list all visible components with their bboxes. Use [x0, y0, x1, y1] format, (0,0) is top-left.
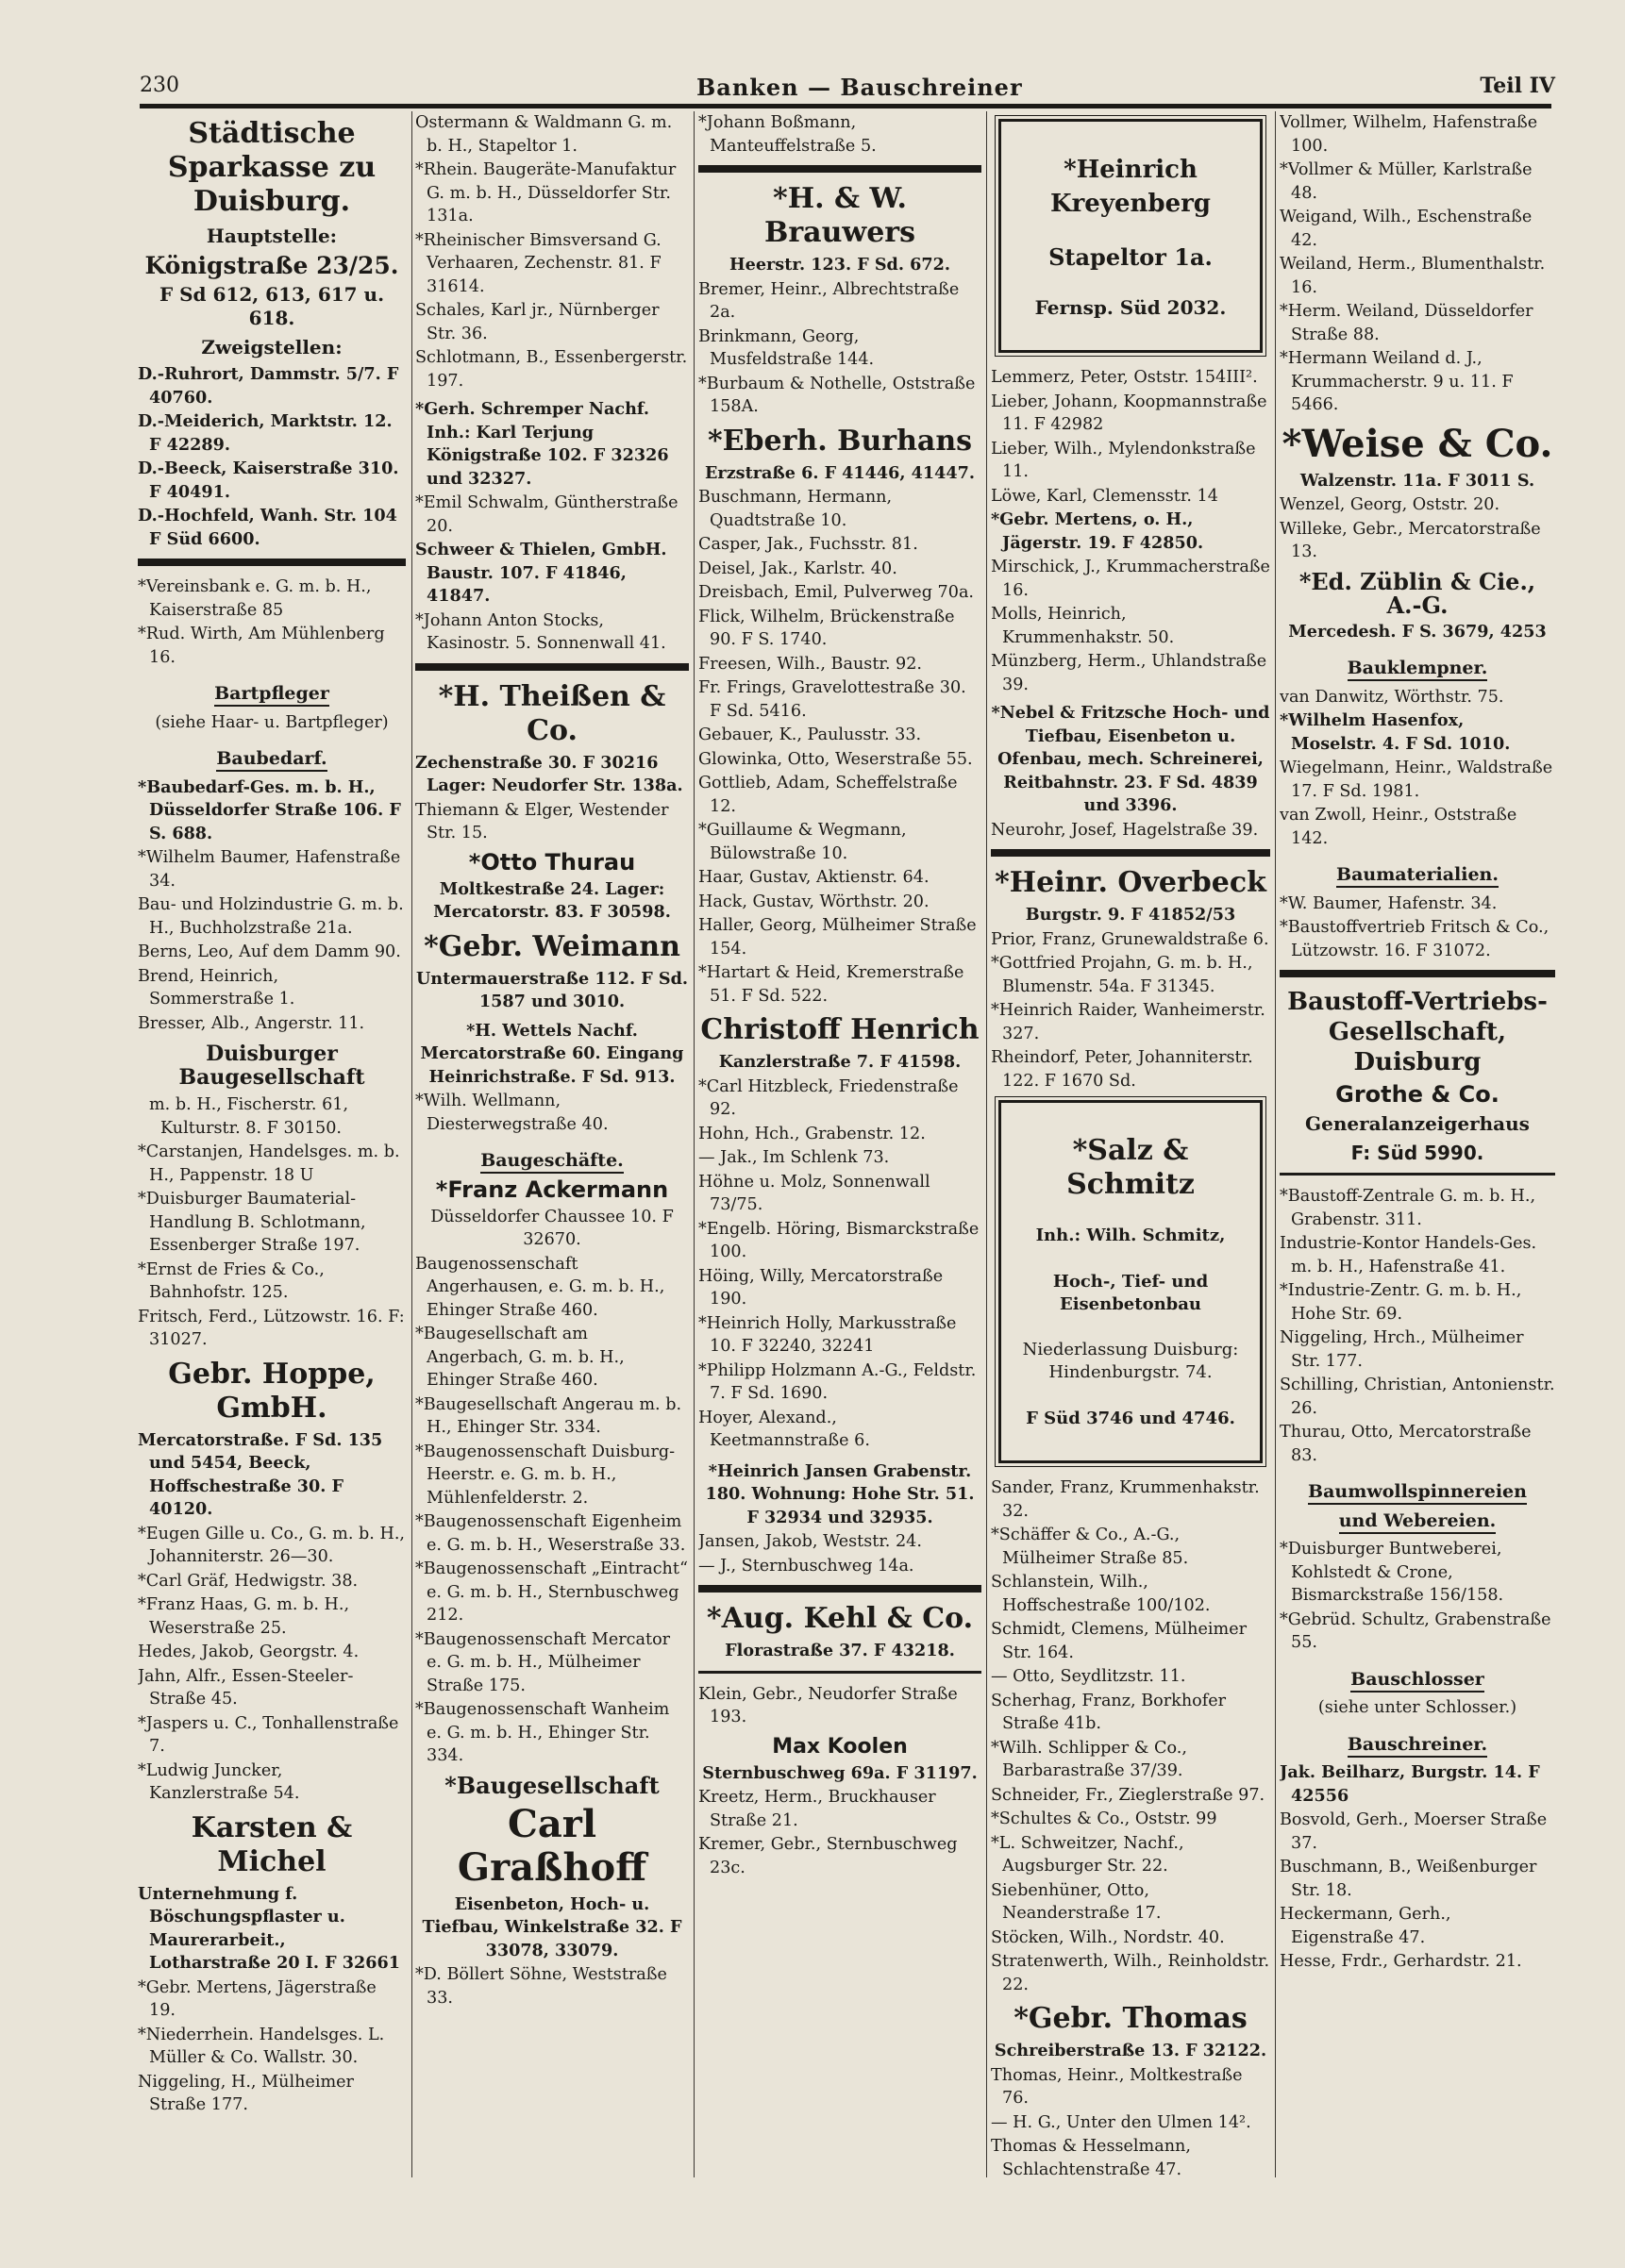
- list-item: *Hartart & Heid, Kremerstraße 51. F Sd. 522.: [698, 963, 964, 1006]
- advertiser-address: Niederlassung Duisburg: Hindenburgstr. 74.: [1022, 1340, 1239, 1382]
- list-item: Niggeling, H., Mülheimer Straße 177.: [138, 2072, 354, 2114]
- list-item: *Gebr. Mertens, o. H., Jägerstr. 19. F 42850.: [991, 509, 1204, 553]
- list-item: *Philipp Holzmann A.-G., Feldstr. 7. F Sd. 1690.: [698, 1360, 977, 1403]
- list-item: *Heinrich Holly, Markusstraße 10. F 32240, 32241: [698, 1313, 957, 1356]
- section-heading: und Webereien.: [1280, 1509, 1555, 1533]
- advertiser-name: Karsten & Michel: [191, 1810, 353, 1878]
- list-item: *Burbaum & Nothelle, Oststraße 158A.: [698, 374, 976, 416]
- section-heading: Bauklempner.: [1280, 657, 1555, 680]
- list-item: *Baustoff-Zentrale G. m. b. H., Grabenstr. 311.: [1280, 1187, 1536, 1229]
- list-item: Zechenstraße 30. F 30216 Lager: Neudorfer Str. 138a.: [415, 752, 683, 795]
- list-item: *Gebr. Mertens, Jägerstraße 19.: [138, 1977, 377, 2020]
- list-item: Lieber, Johann, Koopmannstraße 11. F 42982: [991, 392, 1267, 434]
- column-divider: [411, 111, 412, 2177]
- list-item: *Emil Schwalm, Güntherstraße 20.: [415, 493, 678, 536]
- list-item: van Danwitz, Wörthstr. 75.: [1280, 687, 1504, 707]
- list-item: Weiland, Herm., Blumenthalstr. 16.: [1280, 255, 1546, 297]
- sparkasse-name: Städtische Sparkasse zu Duisburg.: [167, 117, 377, 218]
- sparkasse-main-address: Königstraße 23/25.: [144, 252, 399, 279]
- list-item: Berns, Leo, Auf dem Damm 90.: [138, 942, 401, 961]
- list-item: *Wilh. Wellmann, Diesterwegstraße 40.: [415, 1092, 609, 1134]
- sparkasse-main-phone: F Sd 612, 613, 617 u. 618.: [159, 283, 385, 329]
- ad-separator: [138, 559, 406, 566]
- list-item: Stratenwerth, Wilh., Reinholdstr. 22.: [991, 1952, 1270, 1994]
- ad-separator: [698, 1671, 981, 1674]
- list-item: Mercatorstraße. F Sd. 135 und 5454, Beeck, Hoffschestraße 30. F 40120.: [138, 1429, 383, 1519]
- advertiser-phone: Fernsp. Süd 2032.: [1034, 295, 1227, 319]
- list-item: Rheindorf, Peter, Johanniterstr. 122. F 1670 Sd.: [991, 1048, 1253, 1091]
- list-item: Brend, Heinrich, Sommerstraße 1.: [138, 966, 295, 1009]
- list-item: Haar, Gustav, Aktienstr. 64.: [698, 868, 930, 887]
- list-item: Bresser, Alb., Angerstr. 11.: [138, 1013, 365, 1033]
- list-item: *Rheinischer Bimsversand G. Verhaaren, Zechenstr. 81. F 31614.: [415, 230, 662, 296]
- list-item: Bosvold, Gerh., Moerser Straße 37.: [1280, 1810, 1548, 1853]
- part-label: Teil IV: [1480, 74, 1555, 98]
- list-item: *Hermann Weiland d. J., Krummacherstr. 9 u. 11. F 5466.: [1280, 349, 1514, 414]
- section-heading: Baugeschäfte.: [415, 1149, 689, 1173]
- list-item: Höing, Willy, Mercatorstraße 190.: [698, 1266, 944, 1309]
- sparkasse-branch: D.-Beeck, Kaiserstraße 310. F 40491.: [138, 459, 399, 502]
- list-item: Klein, Gebr., Neudorfer Straße 193.: [698, 1684, 958, 1726]
- column-divider: [1275, 111, 1276, 2177]
- list-item: Sander, Franz, Krummenhakstr. 32.: [991, 1478, 1260, 1521]
- list-item: Schreiberstraße 13. F 32122.: [994, 2041, 1267, 2060]
- list-item: *Duisburger Buntweberei, Kohlstedt & Crone, Bismarckstraße 156/158.: [1280, 1540, 1504, 1605]
- ad-separator: [1280, 970, 1555, 977]
- list-item: *W. Baumer, Hafenstr. 34.: [1280, 893, 1498, 913]
- list-item: Thiemann & Elger, Westender Str. 15.: [415, 800, 669, 842]
- list-item: *Herm. Weiland, Düsseldorfer Straße 88.: [1280, 302, 1533, 344]
- advertiser-name: *Franz Ackermann: [435, 1176, 669, 1203]
- list-item: Florastraße 37. F 43218.: [725, 1641, 955, 1660]
- list-item: m. b. H., Fischerstr. 61, Kulturstr. 8. F 30150.: [149, 1095, 349, 1138]
- list-item: Industrie-Kontor Handels-Ges. m. b. H., Hafenstraße 41.: [1280, 1234, 1537, 1276]
- list-item: Thomas, Heinr., Moltkestraße 76.: [991, 2065, 1243, 2108]
- list-item: *Guillaume & Wegmann, Bülowstraße 10.: [698, 821, 907, 863]
- list-item: Schweer & Thielen, GmbH. Baustr. 107. F 41846, 41847.: [415, 540, 667, 606]
- list-item: — Otto, Seydlitzstr. 11.: [991, 1667, 1186, 1686]
- list-item: *Rud. Wirth, Am Mühlenberg 16.: [138, 625, 385, 667]
- list-item: Mirschick, J., Krummacherstraße 16.: [991, 558, 1270, 600]
- advertiser-name: *Gebr. Weimann: [424, 929, 680, 963]
- cross-reference: (siehe unter Schlosser.): [1317, 1698, 1517, 1717]
- list-item: *Baubedarf-Ges. m. b. H., Düsseldorfer Straße 106. F S. 688.: [138, 776, 401, 843]
- ad-separator: [698, 165, 981, 173]
- list-item: Höhne u. Molz, Sonnenwall 73/75.: [698, 1172, 930, 1214]
- advertiser-name: Baustoff-Vertriebs-Gesellschaft, Duisburg: [1287, 988, 1548, 1076]
- list-item: Jansen, Jakob, Weststr. 24.: [698, 1532, 922, 1551]
- column-1: [138, 111, 406, 2177]
- list-item: Vollmer, Wilhelm, Hafenstraße 100.: [1280, 113, 1538, 156]
- list-item: Glowinka, Otto, Weserstraße 55.: [698, 749, 973, 769]
- list-item: Niggeling, Hrch., Mülheimer Str. 177.: [1280, 1328, 1524, 1371]
- list-item: Wenzel, Georg, Oststr. 20.: [1280, 495, 1500, 514]
- list-item: *Vollmer & Müller, Karlstraße 48.: [1280, 160, 1533, 203]
- list-item: *Baugenossenschaft Wanheim e. G. m. b. H., Ehinger Str. 334.: [415, 1700, 670, 1765]
- list-item: *Wilhelm Baumer, Hafenstraße 34.: [138, 848, 401, 891]
- list-item: Kremer, Gebr., Sternbuschweg 23c.: [698, 1835, 958, 1877]
- list-item: Ostermann & Waldmann G. m. b. H., Stapeltor 1.: [415, 113, 673, 156]
- advertiser-name: Carl Graßhoff: [457, 1801, 647, 1890]
- salz-schmitz-ad-box: [998, 1100, 1263, 1463]
- advertiser-name: Duisburger Baugesellschaft: [178, 1042, 365, 1090]
- ad-separator: [991, 849, 1270, 857]
- section-heading: Bauschreiner.: [1280, 1733, 1555, 1757]
- list-item: Heerstr. 123. F Sd. 672.: [729, 255, 950, 275]
- advertiser-name: *Weise & Co.: [1282, 421, 1553, 466]
- advertiser-name: *Heinrich Kreyenberg: [1050, 155, 1211, 218]
- section-heading: Baubedarf.: [138, 747, 406, 771]
- list-item: Haller, Georg, Mülheimer Straße 154.: [698, 916, 977, 959]
- header-rule: [140, 104, 1551, 108]
- advertiser-name: Christoff Henrich: [700, 1013, 980, 1046]
- list-item: *Baugenossenschaft Mercator e. G. m. b. H., Mülheimer Straße 175.: [415, 1629, 671, 1695]
- advertiser-address: Generalanzeigerhaus: [1305, 1112, 1530, 1135]
- advertiser-trade: Hoch-, Tief- und Eisenbetonbau: [1052, 1271, 1209, 1314]
- list-item: Sternbuschweg 69a. F 31197.: [702, 1762, 978, 1783]
- list-item: Stöcken, Wilh., Nordstr. 40.: [991, 1927, 1225, 1947]
- list-item: *Ludwig Juncker, Kanzlerstraße 54.: [138, 1760, 300, 1803]
- advertiser-name: *Heinr. Overbeck: [995, 866, 1266, 899]
- list-item: Weigand, Wilh., Eschenstraße 42.: [1280, 208, 1533, 250]
- ad-separator: [698, 1585, 981, 1593]
- list-item: Siebenhüner, Otto, Neanderstraße 17.: [991, 1880, 1162, 1923]
- list-item: *Eugen Gille u. Co., G. m. b. H., Johanniterstr. 26—30.: [138, 1524, 406, 1566]
- list-item: *Gebrüd. Schultz, Grabenstraße 55.: [1280, 1609, 1551, 1652]
- list-item: Hohn, Hch., Grabenstr. 12.: [698, 1124, 926, 1143]
- list-item: Münzberg, Herm., Uhlandstraße 39.: [991, 652, 1267, 694]
- list-item: Burgstr. 9. F 41852/53: [1025, 905, 1236, 925]
- list-item: *Vereinsbank e. G. m. b. H., Kaiserstraße 85: [138, 577, 372, 620]
- list-item: *H. Wettels Nachf. Mercatorstraße 60. Eingang Heinrichstraße. F Sd. 913.: [420, 1020, 684, 1087]
- list-item: Kreetz, Herm., Bruckhauser Straße 21.: [698, 1788, 936, 1830]
- list-item: Schilling, Christian, Antonienstr. 26.: [1280, 1376, 1555, 1418]
- list-item: Lemmerz, Peter, Oststr. 154III².: [991, 368, 1258, 387]
- list-item: *L. Schweitzer, Nachf., Augsburger Str. 22.: [991, 1833, 1184, 1876]
- list-item: *Niederrhein. Handelsges. L. Müller & Co. Wallstr. 30.: [138, 2025, 385, 2067]
- list-item: Untermauerstraße 112. F Sd. 1587 und 3010.: [415, 968, 689, 1011]
- list-item: — J., Sternbuschweg 14a.: [698, 1556, 914, 1576]
- list-item: Löwe, Karl, Clemensstr. 14: [991, 486, 1218, 506]
- section-heading: Baumaterialien.: [1280, 863, 1555, 887]
- section-heading: Baumwollspinnereien: [1280, 1480, 1555, 1504]
- list-item: Molls, Heinrich, Krummenhakstr. 50.: [991, 605, 1175, 647]
- ad-separator: [1280, 1173, 1555, 1176]
- list-item: *Carl Gräf, Hedwigstr. 38.: [138, 1571, 359, 1591]
- list-item: Buschmann, B., Weißenburger Str. 18.: [1280, 1858, 1537, 1900]
- column-divider: [986, 111, 987, 2177]
- list-item: *Baugesellschaft am Angerbach, G. m. b. H., Ehinger Straße 460.: [415, 1325, 625, 1390]
- list-item: *Gerh. Schremper Nachf. Inh.: Karl Terjung Königstraße 102. F 32326 und 32327.: [415, 399, 669, 489]
- list-item: *Carstanjen, Handelsges. m. b. H., Pappenstr. 18 U: [138, 1142, 400, 1185]
- list-item: Neurohr, Josef, Hagelstraße 39.: [991, 820, 1259, 840]
- list-item: Buschmann, Hermann, Quadtstraße 10.: [698, 488, 893, 530]
- section-heading: Bauschlosser: [1280, 1668, 1555, 1692]
- list-item: *Johann Anton Stocks, Kasinostr. 5. Sonnenwall 41.: [415, 610, 666, 653]
- list-item: *Heinrich Raider, Wanheimerstr. 327.: [991, 1001, 1265, 1043]
- list-item: Kanzlerstraße 7. F 41598.: [718, 1052, 962, 1072]
- list-item: Casper, Jak., Fuchsstr. 81.: [698, 535, 918, 554]
- sparkasse-ad: [138, 117, 406, 551]
- cross-reference: (siehe Haar- u. Bartpfleger): [155, 712, 389, 732]
- list-item: Bremer, Heinr., Albrechtstraße 2a.: [698, 279, 960, 322]
- list-item: Baugenossenschaft Angerhausen, e. G. m. b. H., Ehinger Straße 460.: [415, 1254, 665, 1320]
- list-item: *Wilhelm Hasenfox, Moselstr. 4. F Sd. 1010.: [1280, 710, 1511, 754]
- column-divider: [694, 111, 695, 2177]
- advertiser-name: Gebr. Hoppe, GmbH.: [168, 1357, 376, 1425]
- list-item: *Jaspers u. C., Tonhallenstraße 7.: [138, 1713, 399, 1756]
- advertiser-name: *Gebr. Thomas: [1014, 2002, 1248, 2035]
- list-item: Freesen, Wilh., Baustr. 92.: [698, 654, 923, 674]
- advertiser-address: Stapeltor 1a.: [1048, 243, 1213, 271]
- list-item: *Rhein. Baugeräte-Manufaktur G. m. b. H., Düsseldorfer Str. 131a.: [415, 160, 677, 225]
- list-item: Schales, Karl jr., Nürnberger Str. 36.: [415, 301, 660, 343]
- list-item: Hedes, Jakob, Georgstr. 4.: [138, 1643, 360, 1661]
- sparkasse-branch: D.-Hochfeld, Wanh. Str. 104 F Süd 6600.: [138, 506, 397, 549]
- sparkasse-main-label: Hauptstelle:: [206, 225, 338, 247]
- advertiser-firm: Grothe & Co.: [1335, 1081, 1499, 1108]
- list-item: Unternehmung f. Böschungspflaster u. Maurerarbeit., Lotharstraße 20 I. F 32661: [138, 1883, 400, 1973]
- list-item: — H. G., Unter den Ulmen 14².: [991, 2112, 1251, 2132]
- list-item: Fr. Frings, Gravelottestraße 30. F Sd. 5416.: [698, 678, 966, 721]
- list-item: *Carl Hitzbleck, Friedenstraße 92.: [698, 1076, 959, 1119]
- list-item: Jahn, Alfr., Essen-Steeler-Straße 45.: [138, 1666, 354, 1709]
- list-item: Schlotmann, B., Essenbergerstr. 197.: [415, 348, 688, 391]
- list-item: *Johann Boßmann, Manteuffelstraße 5.: [698, 113, 877, 156]
- list-item: van Zwoll, Heinr., Oststraße 142.: [1280, 806, 1517, 848]
- list-item: Walzenstr. 11a. F 3011 S.: [1299, 470, 1535, 491]
- list-item: *Industrie-Zentr. G. m. b. H., Hohe Str. 69.: [1280, 1281, 1522, 1324]
- list-item: Gottlieb, Adam, Scheffelstraße 12.: [698, 774, 958, 816]
- list-item: Gebauer, K., Paulusstr. 33.: [698, 725, 922, 744]
- list-item: *Nebel & Fritzsche Hoch- und Tiefbau, Eisenbeton u. Ofenbau, mech. Schreinerei, Reitbahnstr. 23. F Sd. 4839 und 3396.: [991, 703, 1270, 815]
- column-5: [1280, 111, 1555, 2177]
- advertiser-name: Max Koolen: [772, 1734, 908, 1759]
- list-item: Mercedesh. F S. 3679, 4253: [1288, 621, 1547, 642]
- list-item: Scherhag, Franz, Borkhofer Straße 41b.: [991, 1691, 1227, 1733]
- list-item: Hoyer, Alexand., Keetmannstraße 6.: [698, 1408, 870, 1450]
- list-item: Bau- und Holzindustrie G. m. b. H., Buchholzstraße 21a.: [138, 895, 404, 938]
- list-item: *Duisburger Baumaterial-Handlung B. Schlotmann, Essenberger Straße 197.: [138, 1190, 366, 1255]
- list-item: Schmidt, Clemens, Mülheimer Str. 164.: [991, 1620, 1248, 1662]
- list-item: *Franz Haas, G. m. b. H., Weserstraße 25.: [138, 1595, 350, 1638]
- advertiser-name: *Otto Thurau: [468, 848, 636, 876]
- page-header: [140, 74, 1555, 102]
- advertiser-name: *H. & W. Brauwers: [763, 182, 916, 249]
- advertiser-name: *Eberh. Burhans: [707, 424, 973, 458]
- list-item: Willeke, Gebr., Mercatorstraße 13.: [1280, 519, 1541, 561]
- list-item: *Baugesellschaft Angerau m. b. H., Ehinger Str. 334.: [415, 1394, 682, 1437]
- list-item: *Heinrich Jansen Grabenstr. 180. Wohnung: Hohe Str. 51. F 32934 und 32935.: [705, 1460, 975, 1527]
- section-heading: Bartpfleger: [138, 682, 406, 706]
- list-item: Hesse, Frdr., Gerhardstr. 21.: [1280, 1952, 1522, 1971]
- advertiser-name: *Salz & Schmitz: [1066, 1133, 1195, 1201]
- list-item: *Gottfried Projahn, G. m. b. H., Blumenstr. 54a. F 31345.: [991, 954, 1253, 996]
- column-4: [991, 111, 1270, 2177]
- list-item: Dreisbach, Emil, Pulverweg 70a.: [698, 583, 975, 602]
- list-item: *Schultes & Co., Oststr. 99: [991, 1809, 1217, 1828]
- advertiser-phone: F: Süd 5990.: [1350, 1142, 1484, 1164]
- list-item: Hack, Gustav, Wörthstr. 20.: [698, 892, 930, 911]
- list-item: Eisenbeton, Hoch- u. Tiefbau, Winkelstraße 32. F 33078, 33079.: [422, 1893, 682, 1960]
- list-item: Düsseldorfer Chaussee 10. F 32670.: [430, 1207, 674, 1249]
- list-item: Fritsch, Ferd., Lützowstr. 16. F: 31027.: [138, 1307, 405, 1349]
- list-item: Wiegelmann, Heinr., Waldstraße 17. F Sd. 1981.: [1280, 759, 1553, 801]
- list-item: Flick, Wilhelm, Brückenstraße 90. F S. 1740.: [698, 607, 955, 649]
- list-item: *Schäffer & Co., A.-G., Mülheimer Straße 85.: [991, 1526, 1189, 1568]
- advertiser-name: *H. Theißen & Co.: [438, 679, 666, 747]
- column-3: [698, 111, 981, 2177]
- list-item: Thomas & Hesselmann, Schlachtenstraße 47.: [991, 2137, 1191, 2177]
- list-item: *Engelb. Höring, Bismarckstraße 100.: [698, 1219, 980, 1261]
- list-item: Lieber, Wilh., Mylendonkstraße 11.: [991, 439, 1256, 481]
- advertiser-phone: F Süd 3746 und 4746.: [1026, 1408, 1235, 1428]
- list-item: *Baugenossenschaft „Eintracht“ e. G. m. b. H., Sternbuschweg 212.: [415, 1559, 688, 1625]
- list-item: Schneider, Fr., Zieglerstraße 97.: [991, 1785, 1265, 1805]
- list-item: *Baustoffvertrieb Fritsch & Co., Lützowstr. 16. F 31072.: [1280, 918, 1550, 960]
- advertiser-name: *Aug. Kehl & Co.: [706, 1602, 974, 1635]
- list-item: Thurau, Otto, Mercatorstraße 83.: [1280, 1423, 1532, 1465]
- list-item: Prior, Franz, Grunewaldstraße 6.: [991, 929, 1269, 949]
- kreyenberg-ad-box: [998, 119, 1263, 353]
- list-item: Brinkmann, Georg, Musfeldstraße 144.: [698, 326, 875, 369]
- list-item: Deisel, Jak., Karlstr. 40.: [698, 559, 897, 578]
- list-item: Heckermann, Gerh., Eigenstraße 47.: [1280, 1905, 1451, 1947]
- ad-separator: [415, 663, 689, 671]
- running-title: Banken — Bauschreiner: [696, 74, 1023, 101]
- sparkasse-branch: D.-Meiderich, Marktstr. 12. F 42289.: [138, 411, 393, 455]
- list-item: *Baugenossenschaft Duisburg-Heerstr. e. G. m. b. H., Mühlenfelderstr. 2.: [415, 1442, 676, 1508]
- sparkasse-branches-label: Zweigstellen:: [201, 336, 343, 359]
- page-number: 230: [140, 74, 179, 97]
- sparkasse-branch: D.-Ruhrort, Dammstr. 5/7. F 40760.: [138, 364, 399, 408]
- advertiser-prefix: *Baugesellschaft: [444, 1771, 660, 1799]
- list-item: *Baugenossenschaft Eigenheim e. G. m. b. H., Weserstraße 33.: [415, 1512, 686, 1555]
- list-item: Erzstraße 6. F 41446, 41447.: [705, 462, 975, 483]
- list-item: *Ernst de Fries & Co., Bahnhofstr. 125.: [138, 1259, 325, 1302]
- list-item: Jak. Beilharz, Burgstr. 14. F 42556: [1280, 1762, 1540, 1806]
- advertiser-owner: Inh.: Wilh. Schmitz,: [1035, 1226, 1226, 1245]
- list-item: Schlanstein, Wilh., Hoffschestraße 100/102.: [991, 1573, 1211, 1615]
- advertiser-name: *Ed. Züblin & Cie., A.-G.: [1298, 567, 1536, 619]
- list-item: *D. Böllert Söhne, Weststraße 33.: [415, 1965, 667, 2008]
- column-2: [415, 111, 689, 2177]
- list-item: Moltkestraße 24. Lager: Mercatorstr. 83. F 30598.: [433, 878, 671, 922]
- list-item: — Jak., Im Schlenk 73.: [698, 1148, 890, 1167]
- list-item: *Wilh. Schlipper & Co., Barbarastraße 37/39.: [991, 1738, 1187, 1780]
